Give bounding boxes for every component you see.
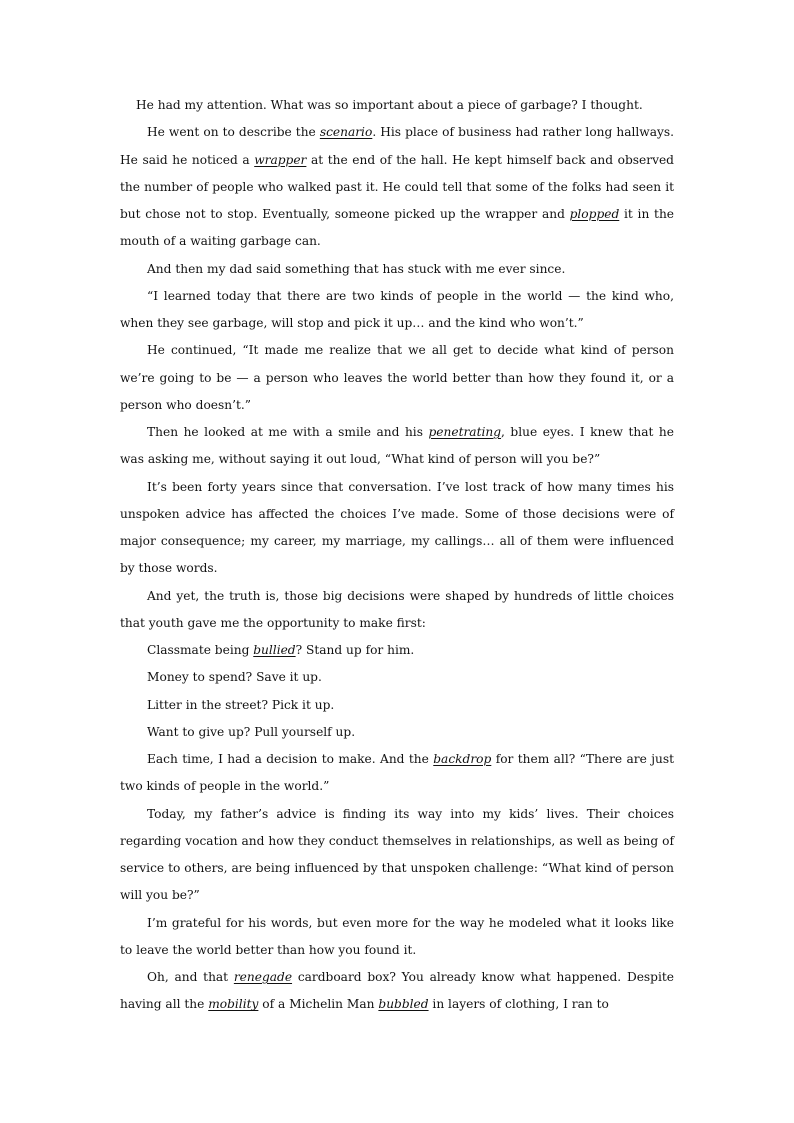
text-segment: of a Michelin Man (258, 997, 379, 1012)
article-body (120, 92, 674, 1019)
vocabulary-word: plopped (569, 207, 620, 221)
text-segment: Want to give up? Pull yourself up. (147, 724, 356, 739)
paragraph (120, 637, 674, 664)
text-segment: , blue eyes. I knew that he was asking me, without saying it out loud, “What kind of person will you be?” (120, 425, 674, 467)
paragraph (120, 337, 674, 419)
text-segment: Then he looked at me with a smile and his (147, 425, 429, 439)
text-segment: Classmate being (147, 643, 254, 657)
vocabulary-word: backdrop (433, 752, 492, 766)
paragraph (120, 583, 674, 638)
paragraph (120, 474, 674, 583)
text-segment: Litter in the street? Pick it up. (147, 697, 335, 712)
text-segment: I’m grateful for his words, but even more for the way he modeled what it looks like to leave the world better than how you found it. (120, 915, 674, 957)
paragraph (120, 746, 674, 801)
paragraph (120, 92, 674, 119)
paragraph (120, 692, 674, 719)
vocabulary-word: scenario (319, 125, 373, 140)
paragraph (120, 283, 674, 338)
paragraph (120, 256, 674, 283)
text-segment: “I learned today that there are two kinds of people in the world — the kind who, when they see garbage, will stop and pick it up… and the kind who won’t.” (120, 288, 674, 330)
text-segment: Money to spend? Save it up. (147, 670, 322, 685)
text-segment: Today, my father’s advice is finding its way into my kids’ lives. Their choices regarding vocation and how they conduct themselves in relationships, as well as being of service to others, are being influenced by that unspoken challenge: “What kind of person will you be?” (120, 806, 674, 903)
vocabulary-word: bubbled (378, 997, 429, 1012)
paragraph (120, 910, 674, 965)
text-segment: for them all? “There are just two kinds of people in the world.” (120, 752, 674, 794)
vocabulary-word: wrapper (254, 152, 307, 167)
paragraph (120, 419, 674, 474)
text-segment: . His place of business had rather long hallways. He said he noticed a (120, 125, 674, 167)
paragraph (120, 719, 674, 746)
text-segment: He went on to describe the (147, 125, 320, 140)
text-segment: It’s been forty years since that conversation. I’ve lost track of how many times his unspoken advice has affected the choices I’ve made. Some of those decisions were of major consequence; my career, my marriage, my callings… all of them were influenced by those words. (120, 479, 674, 576)
text-segment: Each time, I had a decision to make. And the (147, 752, 434, 766)
text-segment: And then my dad said something that has stuck with me ever since. (147, 261, 566, 276)
paragraph (120, 964, 674, 1019)
text-segment: it in the mouth of a waiting garbage can. (120, 207, 674, 249)
vocabulary-word: bullied (253, 643, 296, 657)
text-segment: Oh, and that (147, 970, 234, 984)
text-segment: He continued, “It made me realize that we all get to decide what kind of person we’re going to be — a person who leaves the world better than how they found it, or a person who doesn’t.” (120, 343, 674, 412)
paragraph (120, 119, 674, 255)
vocabulary-word: renegade (233, 970, 293, 984)
text-segment: cardboard box? You already know what happened. Despite having all the (120, 970, 674, 1012)
vocabulary-word: penetrating (428, 425, 502, 439)
text-segment: in layers of clothing, I ran to (428, 997, 609, 1012)
text-segment: And yet, the truth is, those big decisions were shaped by hundreds of little choices that youth gave me the opportunity to make first: (120, 588, 674, 630)
vocabulary-word: mobility (208, 997, 259, 1012)
paragraph (120, 664, 674, 691)
text-segment: He had my attention. What was so important about a piece of garbage? I thought. (136, 98, 643, 112)
text-segment: ? Stand up for him. (295, 643, 415, 657)
paragraph (120, 801, 674, 910)
text-segment: at the end of the hall. He kept himself back and observed the number of people who walked past it. He could tell that some of the folks had seen it but chose not to stop. Eventually, someone picked up the wrapper and (120, 152, 674, 221)
